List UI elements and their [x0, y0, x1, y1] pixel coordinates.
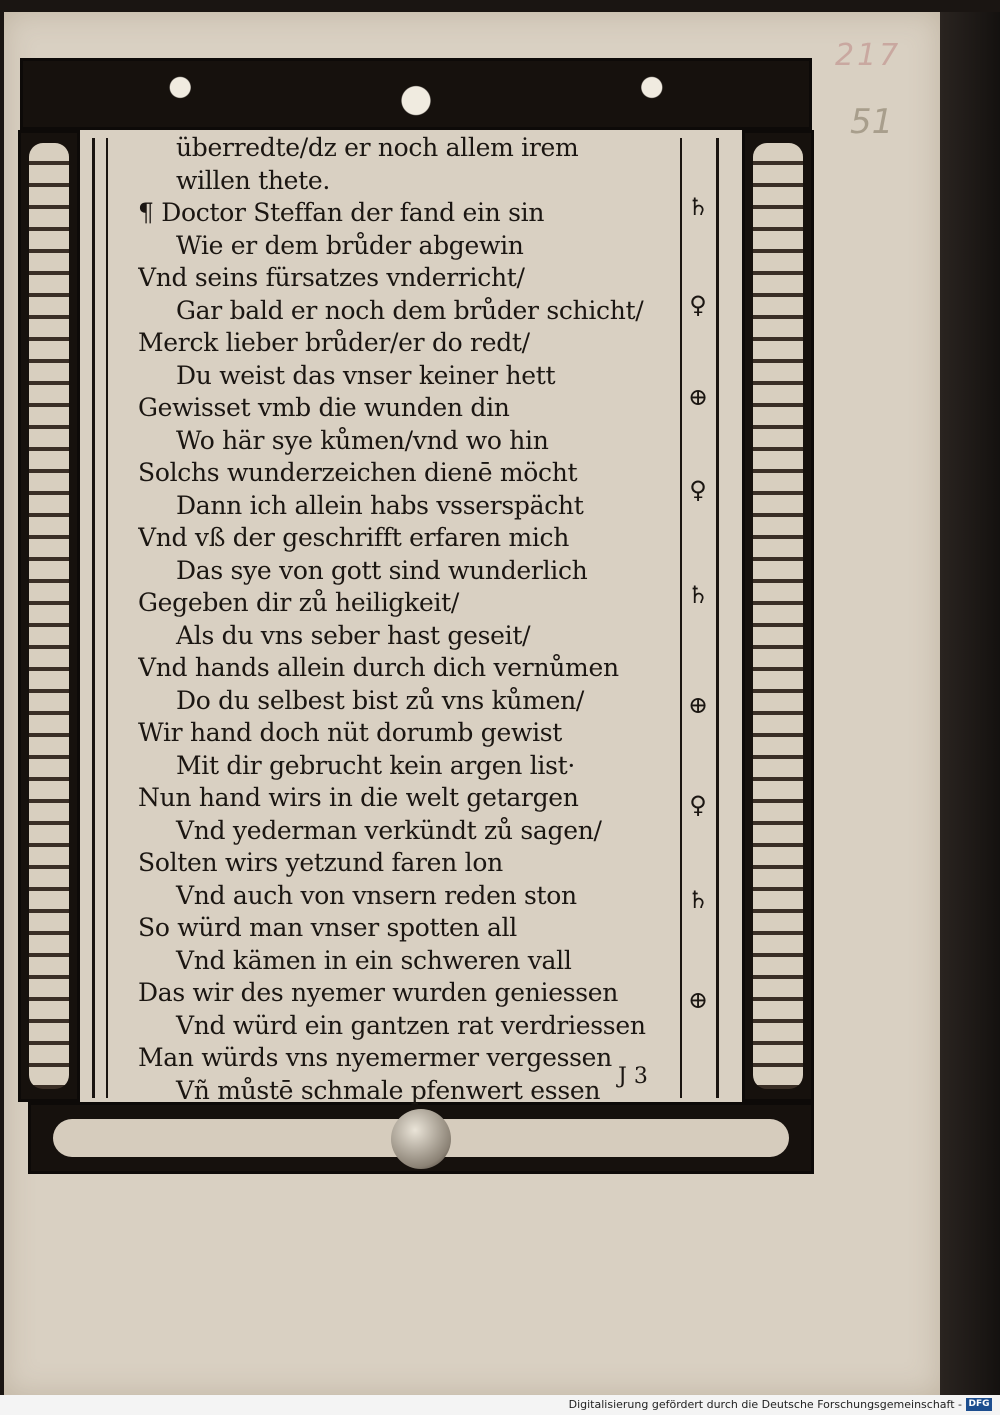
page-edge-shadow [940, 12, 1000, 1395]
verse-line: willen thete. [176, 165, 331, 195]
verse-line: Solten wirs yetzund faren lon [138, 848, 503, 877]
dfg-logo[interactable]: DFG [966, 1398, 992, 1411]
column-rule [106, 138, 108, 1098]
venus-sign-icon: ♀ [689, 476, 707, 504]
verse-line: Vnd würd ein gantzen rat verdriessen [176, 1010, 646, 1040]
verse-line: Vnd kämen in ein schweren vall [176, 945, 572, 975]
signature-mark: J 3 [618, 1064, 648, 1089]
digitization-footer [0, 1395, 1000, 1415]
earth-sign-icon: ⊕ [687, 383, 709, 411]
pencil-folio-number: 217 [835, 38, 902, 73]
verse-line: Wo här sye kůmen/vnd wo hin [176, 425, 549, 455]
verse-line: Gar bald er noch dem brůder schicht/ [176, 295, 644, 325]
verse-line: Merck lieber brůder/er do redt/ [138, 328, 530, 357]
verse-line: Vnd auch von vnsern reden ston [176, 880, 577, 910]
verse-line: Solchs wunderzeichen dienē möcht [138, 458, 578, 487]
verse-line: Nun hand wirs in die welt getargen [138, 783, 579, 812]
verse-line: Das sye von gott sind wunderlich [176, 555, 588, 585]
verse-line: Das wir des nyemer wurden geniessen [138, 978, 619, 1007]
verse-line: So würd man vnser spotten all [138, 913, 517, 942]
verse-line: Vnd vß der geschrifft erfaren mich [138, 523, 570, 552]
verse-line: Vñ můstē schmale pfenwert essen [176, 1075, 601, 1105]
earth-sign-icon: ⊕ [687, 986, 709, 1014]
saturn-sign-icon: ♄ [687, 581, 709, 609]
verse-line: überredte/dz er noch allem irem [176, 133, 579, 162]
woodcut-border-right [742, 130, 814, 1102]
venus-sign-icon: ♀ [689, 791, 707, 819]
verse-text-column [138, 132, 678, 1107]
verse-line: Mit dir gebrucht kein argen list· [176, 750, 576, 780]
orb-ornament [391, 1109, 451, 1169]
woodcut-border-top [20, 58, 812, 130]
pillar-ornament [753, 143, 803, 1089]
verse-line: Vnd seins fürsatzes vnderricht/ [138, 263, 525, 292]
column-rule [92, 138, 95, 1098]
saturn-sign-icon: ♄ [687, 886, 709, 914]
verse-line: Wie er dem brůder abgewin [176, 230, 524, 260]
verse-line: Gegeben dir zů heiligkeit/ [138, 588, 460, 617]
verse-line: Dann ich allein habs vsserspächt [176, 490, 584, 520]
verse-line: Als du vns seber hast geseit/ [176, 620, 531, 650]
woodcut-border-bottom [28, 1102, 814, 1174]
venus-sign-icon: ♀ [689, 291, 707, 319]
verse-line: Man würds vns nyemermer vergessen [138, 1043, 612, 1072]
pencil-folio-number: 51 [850, 102, 894, 142]
saturn-sign-icon: ♄ [687, 193, 709, 221]
woodcut-border-left [18, 130, 80, 1102]
verse-line: Gewisset vmb die wunden din [138, 393, 510, 422]
pillar-ornament [29, 143, 69, 1089]
verse-line: Vnd hands allein durch dich vernůmen [138, 653, 619, 682]
verse-line: Vnd yederman verkündt zů sagen/ [176, 815, 602, 845]
funding-credit: Digitalisierung gefördert durch die Deutsche Forschungsgemeinschaft - [568, 1398, 962, 1411]
verse-line: Wir hand doch nüt dorumb gewist [138, 718, 563, 747]
verse-line: ¶ Doctor Steffan der fand ein sin [138, 198, 545, 227]
column-rule [716, 138, 719, 1098]
verse-line: Du weist das vnser keiner hett [176, 360, 556, 390]
verse-line: Do du selbest bist zů vns kůmen/ [176, 685, 585, 715]
column-rule [680, 138, 682, 1098]
earth-sign-icon: ⊕ [687, 691, 709, 719]
